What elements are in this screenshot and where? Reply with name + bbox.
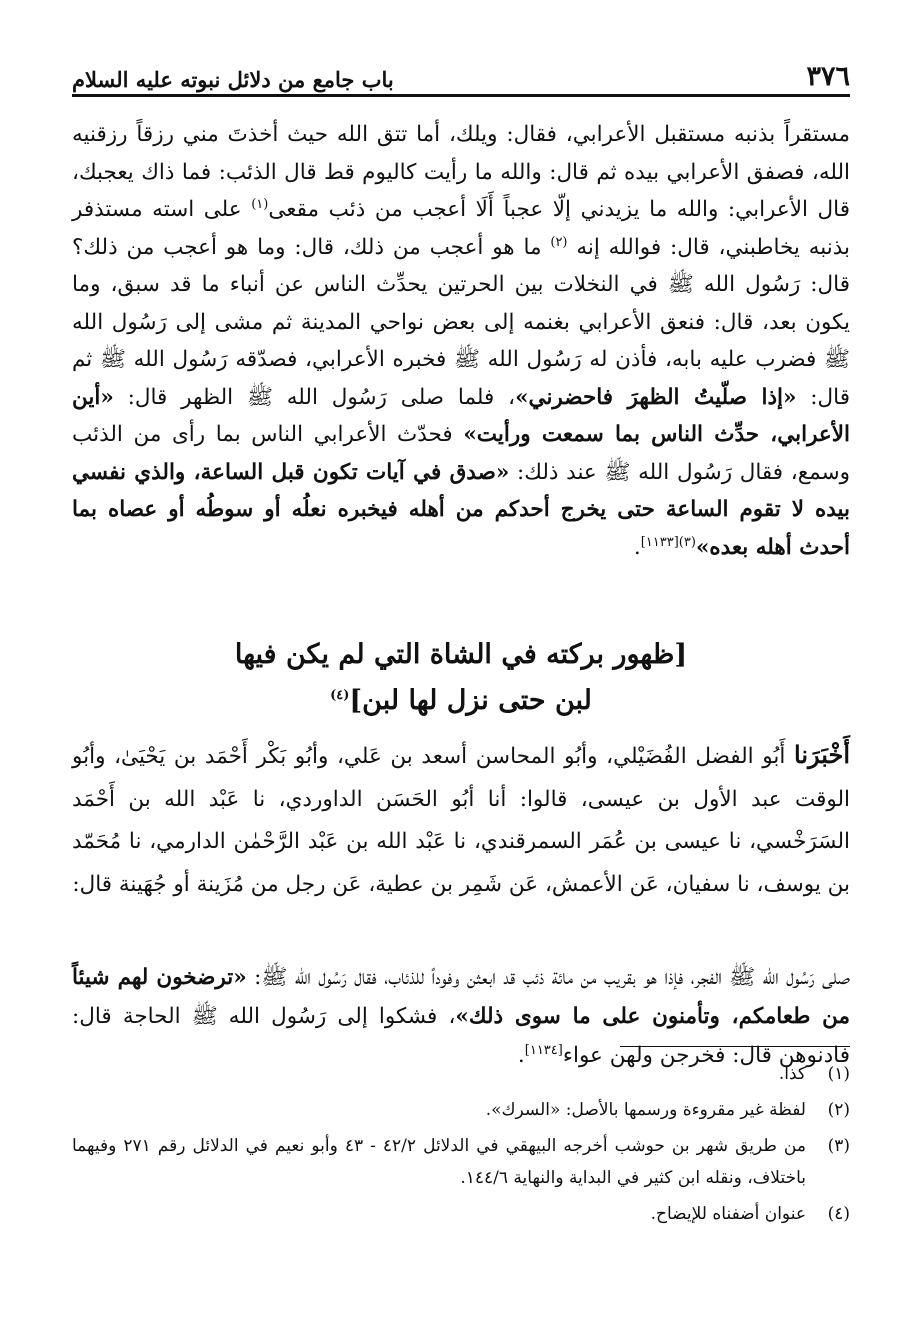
footnote-marker-2: (٢) (550, 234, 568, 250)
footnote-item (72, 1094, 850, 1126)
footnote-number: (٢) (827, 1100, 850, 1120)
paragraph-text (72, 734, 850, 906)
footnote-number: (١) (827, 1064, 850, 1084)
text-segment: ، فشكوا إلى رَسُول الله ﷺ الحاجة قال: فادنوهن قال: فخرجن ولهن عواء (72, 1004, 850, 1068)
page-number: ٣٧٦ (806, 61, 850, 92)
text-segment: ، فلما صلى رَسُول الله ﷺ الظهر قال: (127, 384, 516, 410)
section-heading-line-1: [ظهور بركته في الشاة التي لم يكن فيها (234, 639, 688, 670)
footnote-item (72, 1198, 850, 1230)
isnad-lead-word: أَخْبَرَنا (794, 740, 850, 769)
footnote-text: من طريق شهر بن حوشب أخرجه البيهقي في الدلائل ٤٢/٢ - ٤٣ وأبو نعيم في الدلائل رقم ٢٧١ وفيهما باختلاف، ونقله ابن كثير في البداية والنهاية ١٤٤/٦. (72, 1136, 806, 1188)
footnote-separator (620, 1046, 850, 1047)
paragraph-text (72, 116, 850, 566)
text-segment: صلى رَسُول الله ﷺ الفجر، فإذا هو بقريب من مائة ذئب قد ابعثن وفوداً للذئاب، فقال رَسُول الله ﷺ: (254, 965, 851, 990)
footnote-item (72, 1058, 850, 1090)
footnotes (72, 1058, 850, 1234)
section-heading-line-2: لبن حتى نزل لها لبن] (349, 685, 592, 716)
footnote-number: (٣) (827, 1136, 850, 1156)
text-segment: فحدّث الأعرابي الناس بما رأى من الذئب وسمع، فقال رَسُول الله ﷺ عند ذلك: (72, 422, 850, 485)
hadith-quote: «أين الأعرابي، حدِّث الناس بما سمعت ورأيت» (72, 384, 850, 447)
hadith-quote: «إذا صلّيتُ الظهرَ فاحضرني» (515, 384, 797, 410)
text-segment: مستقراً بذنبه مستقبل الأعرابي، فقال: ويلك، أما تتق الله حيث أخذتَ مني رزقاً رزقنيه الله، فصفق الأعرابي بيده ثم قال: والله ما رأيت كاليوم قط قال الذئب: فما ذاك يعجبك، قال الأعرابي: والله ما يزيدني إلّا عجباً أَلَا أعجب من ذئب مقعى (72, 122, 850, 222)
paragraph-isnad (72, 734, 850, 906)
footnote-marker-1: (١) (251, 196, 269, 212)
footnote-marker-4: (٤) (330, 688, 350, 703)
footnote-number: (٤) (827, 1204, 850, 1224)
sentence-end: . (517, 1043, 525, 1068)
reference-number: [١١٣٤] (524, 1042, 563, 1058)
hadith-quote: «ترضخون لهم شيئاً من طعامكم، وتأمنون على ما سوى ذلك» (72, 965, 850, 1029)
footnote-text: عنوان أضفناه للإيضاح. (650, 1204, 806, 1224)
sentence-end: . (633, 534, 641, 560)
running-head: باب جامع من دلائل نبوته عليه السلام (72, 67, 394, 92)
footnote-text: لفظة غير مقروءة ورسمها بالأصل: «السرك». (485, 1100, 806, 1120)
text-segment: أَبُو الفضل الفُضَيْلي، وأبُو المحاسن أسعد بن عَلي، وأبُو بَكْر أَحْمَد بن يَحْيَىٰ، وأبُو الوقت عبد الأول بن عيسى، قالوا: أنا أبُو الحَسَن الداوردي، نا عَبْد الله بن أَحْمَد السَرَخْسي، نا عيسى بن عُمَر السمرقندي، نا عَبْد الله بن عَبْد الرَّحْمٰن الدارمي، نا مُحَمّد بن يوسف، نا سفيان، عَن الأعمش، عَن شَمِر بن عطية، عَن رجل من مُزَينة أو جُهَينة قال: (72, 744, 850, 897)
text-segment: ما هو أعجب من ذلك، قال: وما هو أعجب من ذلك؟ قال: رَسُول الله ﷺ في النخلات بين الحرتين يحدِّث الناس عن أنباء ما قد سبق، وما يكون بعد، قال: فنعق الأعرابي بغنمه إلى بعض نواحي المدينة ثم مشى إلى رَسُول الله ﷺ فضرب عليه بابه، فأذن له رَسُول الله ﷺ فخبره الأعرابي، فصدّقه رَسُول الله ﷺ ثم قال: (72, 234, 850, 410)
footnote-marker-3: (٣)[١١٣٣] (640, 534, 696, 550)
footnote-item (72, 1130, 850, 1194)
paragraph-wolf-story (72, 116, 850, 566)
page-header (72, 50, 850, 97)
section-heading (72, 632, 850, 724)
text-segment: على استه مستذفر بذنبه يخاطبني، قال: فوالله إنه (72, 197, 850, 260)
hadith-quote: «صدق في آيات تكون قبل الساعة، والذي نفسي بيده لا تقوم الساعة حتى يخرج أحدكم من أهله فيخبره نعلُه أو سوطُه أو عصاه بما أحدث أهله بعده» (72, 459, 850, 560)
footnote-text: كذا. (778, 1064, 806, 1084)
